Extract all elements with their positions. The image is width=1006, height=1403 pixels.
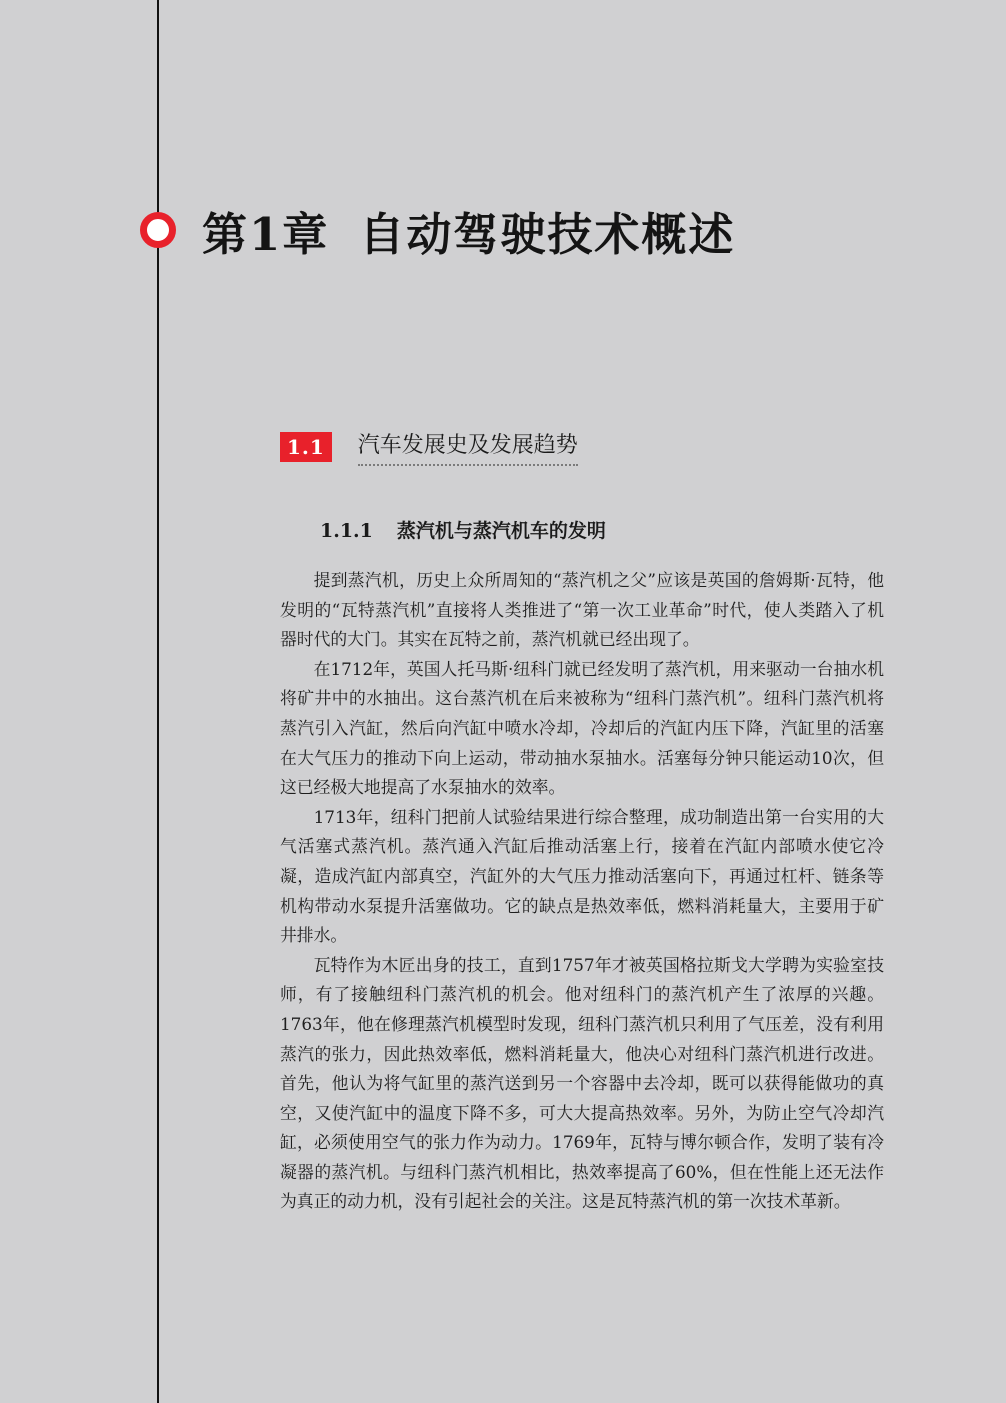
section-number-badge: 1.1 xyxy=(280,432,332,462)
chapter-label: 第1章 xyxy=(202,208,330,261)
paragraph: 在1712年，英国人托马斯·纽科门就已经发明了蒸汽机，用来驱动一台抽水机将矿井中的水抽出。这台蒸汽机在后来被称为“纽科门蒸汽机”。纽科门蒸汽机将蒸汽引入汽缸，然后向汽缸中喷水冷却，冷却后的汽缸内压下降，汽缸里的活塞在大气压力的推动下向上运动，带动抽水泵抽水。活塞每分钟只能运动10次，但这已经极大地提高了水泵抽水的效率。 xyxy=(280,658,884,798)
chapter-title: 自动驾驶技术概述 xyxy=(359,208,736,261)
section-title: 汽车发展史及发展趋势 xyxy=(358,428,578,466)
paragraph: 瓦特作为木匠出身的技工，直到1757年才被英国格拉斯戈大学聘为实验室技师，有了接触纽科门蒸汽机的机会。他对纽科门的蒸汽机产生了浓厚的兴趣。1763年，他在修理蒸汽机模型时发现，纽科门蒸汽机只利用了气压差，没有利用蒸汽的张力，因此热效率低，燃料消耗量大，他决心对纽科门蒸汽机进行改进。首先，他认为将气缸里的蒸汽送到另一个容器中去冷却，既可以获得能做功的真空，又使汽缸中的温度下降不多，可大大提高热效率。另外，为防止空气冷却汽缸，必须使用空气的张力作为动力。1769年，瓦特与博尔顿合作，发明了装有冷凝器的蒸汽机。与纽科门蒸汽机相比，热效率提高了60%，但在性能上还无法作为真正的动力机，没有引起社会的关注。这是瓦特蒸汽机的第一次技术革新。 xyxy=(280,954,884,1212)
margin-rule xyxy=(157,0,159,1403)
body-text xyxy=(280,566,884,1217)
paragraph: 提到蒸汽机，历史上众所周知的“蒸汽机之父”应该是英国的詹姆斯·瓦特，他发明的“瓦特蒸汽机”直接将人类推进了“第一次工业革命”时代，使人类踏入了机器时代的大门。其实在瓦特之前，蒸汽机就已经出现了。 xyxy=(280,570,884,650)
subsection-number: 1.1.1 xyxy=(320,520,373,542)
subsection-title: 蒸汽机与蒸汽机车的发明 xyxy=(396,520,606,542)
subsection-heading xyxy=(320,516,606,543)
section-heading xyxy=(280,431,578,463)
paragraph: 1713年，纽科门把前人试验结果进行综合整理，成功制造出第一台实用的大气活塞式蒸汽机。蒸汽通入汽缸后推动活塞上行，接着在汽缸内部喷水使它冷凝，造成汽缸内部真空，汽缸外的大气压力推动活塞向下，再通过杠杆、链条等机构带动水泵提升活塞做功。它的缺点是热效率低，燃料消耗量大，主要用于矿井排水。 xyxy=(280,806,884,946)
chapter-heading xyxy=(202,198,735,263)
chapter-circle-icon xyxy=(140,212,176,248)
